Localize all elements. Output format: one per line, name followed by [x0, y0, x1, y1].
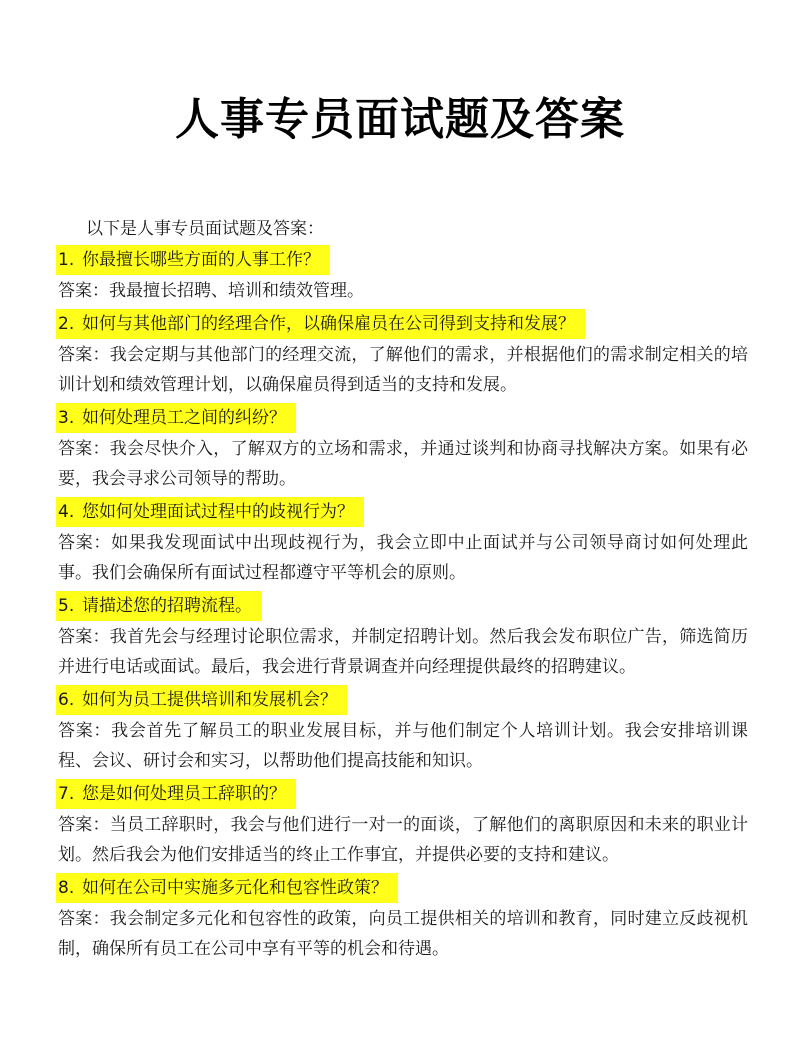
answer-text: 答案：我会首先了解员工的职业发展目标，并与他们制定个人培训计划。我会安排培训课程、会议、研讨会和实习，以帮助他们提高技能和知识。 [58, 721, 748, 771]
question-highlight [56, 873, 398, 903]
question-highlight [56, 591, 262, 621]
question-text: 如何与其他部门的经理合作，以确保雇员在公司得到支持和发展？ [82, 314, 575, 334]
intro-text: 以下是人事专员面试题及答案： [86, 219, 324, 239]
answer-text: 答案：当员工辞职时，我会与他们进行一对一的面谈，了解他们的离职原因和未来的职业计划。然后我会为他们安排适当的终止工作事宜，并提供必要的支持和建议。 [58, 815, 748, 865]
question-line [58, 244, 748, 276]
answer-text: 答案：我会制定多元化和包容性的政策，向员工提供相关的培训和教育，同时建立反歧视机制，确保所有员工在公司中享有平等的机会和待遇。 [58, 909, 748, 959]
question-line [58, 684, 748, 716]
answer-text: 答案：我首先会与经理讨论职位需求，并制定招聘计划。然后我会发布职位广告，筛选简历并进行电话或面试。最后，我会进行背景调查并向经理提供最终的招聘建议。 [58, 627, 748, 677]
question-highlight [56, 309, 585, 339]
question-number: 7. [58, 784, 75, 804]
qa-list [58, 244, 748, 966]
answer-text: 答案：我会定期与其他部门的经理交流，了解他们的需求，并根据他们的需求制定相关的培训计划和绩效管理计划，以确保雇员得到适当的支持和发展。 [58, 345, 748, 395]
question-number: 4. [58, 502, 75, 522]
question-highlight [56, 497, 364, 527]
answer-text: 答案：如果我发现面试中出现歧视行为，我会立即中止面试并与公司领导商讨如何处理此事。我们会确保所有面试过程都遵守平等机会的原则。 [58, 533, 748, 583]
question-text: 您是如何处理员工辞职的？ [82, 784, 286, 804]
question-text: 如何在公司中实施多元化和包容性政策？ [82, 878, 388, 898]
qa-item [58, 590, 748, 684]
qa-content [58, 214, 748, 966]
question-text: 你最擅长哪些方面的人事工作？ [82, 250, 320, 270]
question-highlight [56, 403, 296, 433]
qa-item [58, 778, 748, 872]
question-number: 3. [58, 408, 75, 428]
question-line [58, 778, 748, 810]
question-text: 如何处理员工之间的纠纷？ [82, 408, 286, 428]
qa-item [58, 496, 748, 590]
question-highlight [56, 245, 330, 275]
answer-text: 答案：我会尽快介入，了解双方的立场和需求，并通过谈判和协商寻找解决方案。如果有必要，我会寻求公司领导的帮助。 [58, 439, 748, 489]
question-line [58, 872, 748, 904]
question-highlight [56, 779, 296, 809]
qa-item [58, 684, 748, 778]
question-line [58, 496, 748, 528]
qa-item [58, 402, 748, 496]
question-number: 6. [58, 690, 75, 710]
qa-item [58, 872, 748, 966]
question-number: 2. [58, 314, 75, 334]
question-line [58, 402, 748, 434]
question-line [58, 308, 748, 340]
question-text: 请描述您的招聘流程。 [82, 596, 252, 616]
question-highlight [56, 685, 347, 715]
qa-item [58, 244, 748, 308]
question-number: 5. [58, 596, 75, 616]
page-title: 人事专员面试题及答案 [175, 94, 625, 145]
question-number: 8. [58, 878, 75, 898]
answer-text: 答案：我最擅长招聘、培训和绩效管理。 [58, 281, 364, 301]
question-text: 如何为员工提供培训和发展机会？ [82, 690, 337, 710]
question-line [58, 590, 748, 622]
question-number: 1. [58, 250, 75, 270]
qa-item [58, 308, 748, 402]
question-text: 您如何处理面试过程中的歧视行为？ [82, 502, 354, 522]
